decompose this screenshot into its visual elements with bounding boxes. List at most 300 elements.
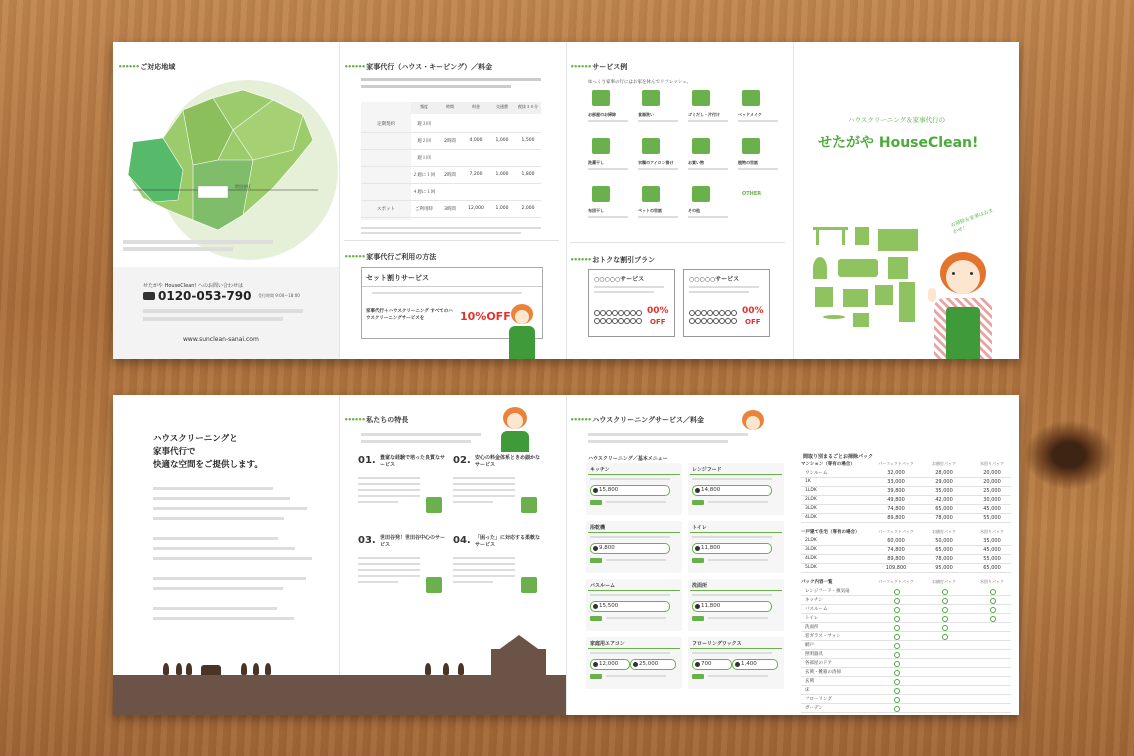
- body-text-line: [153, 507, 307, 510]
- map-note: [123, 240, 293, 251]
- service-label: ペットの世話: [638, 208, 662, 213]
- service-icon: [742, 90, 760, 106]
- pack-room: ワンルーム: [805, 471, 828, 476]
- hours: 受付時間 9:00〜18:00: [258, 293, 300, 298]
- cover-tagline: ハウスクリーニング＆家事代行の: [848, 116, 946, 124]
- menu-price: 14,800: [692, 485, 772, 496]
- brand-name: HouseClean!: [878, 135, 979, 151]
- pack-col-header: お値打パック: [932, 529, 956, 534]
- menu-option: [708, 501, 768, 503]
- phone-number[interactable]: 0120-053-790: [158, 289, 252, 303]
- feature-icon: [521, 577, 537, 593]
- service-label: 植物の世話: [738, 160, 758, 165]
- menu-option: [708, 559, 768, 561]
- mascot-girl-peek: [738, 410, 768, 445]
- service-item: [738, 138, 786, 182]
- feature-desc: [358, 563, 420, 565]
- table-cell: 1,800: [521, 172, 535, 177]
- table-header: 料金: [472, 104, 480, 109]
- service-label: 食器洗い: [638, 112, 654, 117]
- pack-price: 55,000: [983, 556, 1001, 562]
- phone-icon: [143, 292, 155, 300]
- menu-item: [688, 521, 784, 573]
- pack-price: 32,000: [887, 470, 905, 476]
- feature-item: [453, 535, 545, 611]
- included-mark: [942, 634, 948, 640]
- menu-name: 浴乾機: [590, 525, 606, 531]
- feature-number: 04.: [453, 535, 471, 546]
- pack-price: 49,800: [887, 497, 905, 503]
- pack-price: 65,000: [935, 547, 953, 553]
- wood-knot: [1024, 420, 1114, 490]
- menu-divider: [588, 532, 680, 533]
- pack-row-line: [801, 613, 1011, 614]
- included-mark: [894, 616, 900, 622]
- pack-row-line: [801, 685, 1011, 686]
- feature-desc: [453, 495, 515, 497]
- table-cell: 2,000: [521, 206, 535, 211]
- pack-title: 間取り別まるごとお掃除パック: [803, 454, 874, 460]
- service-label: 布団干し: [588, 208, 604, 213]
- table-cell: 3時間: [444, 207, 456, 212]
- service-item: [588, 138, 636, 182]
- feature-icon: [426, 497, 442, 513]
- pack-row-line: [801, 595, 1011, 596]
- contact-box: [113, 267, 339, 359]
- feature-number: 01.: [358, 455, 376, 466]
- brochure-inside: [113, 395, 1019, 715]
- option-badge: [692, 616, 704, 621]
- feature-desc: [453, 477, 515, 479]
- service-desc: [638, 216, 678, 218]
- included-mark: [894, 679, 900, 685]
- plan-desc: [594, 286, 664, 288]
- pack-room: 各部屋のドア: [805, 661, 832, 666]
- menu-option: [708, 675, 768, 677]
- table-cell: ４週に１回: [412, 190, 436, 195]
- feature-desc: [453, 563, 515, 565]
- included-mark: [894, 625, 900, 631]
- included-mark: [894, 697, 900, 703]
- feature-number: 02.: [453, 455, 471, 466]
- pack-room: レンジフード・換気扇: [805, 589, 850, 594]
- pack-price: 42,000: [935, 497, 953, 503]
- table-cell: 1,000: [495, 172, 509, 177]
- included-mark: [894, 589, 900, 595]
- table-row: [361, 116, 541, 133]
- service-icon: [742, 138, 760, 154]
- included-mark: [894, 607, 900, 613]
- contact-heading: せたがや HouseClean! へのお問い合わせは: [143, 283, 244, 289]
- option-badge: [590, 616, 602, 621]
- option-badge: [692, 558, 704, 563]
- pack-price: 30,000: [983, 497, 1001, 503]
- ground: [339, 675, 566, 715]
- service-item: [588, 186, 636, 230]
- service-desc: [688, 120, 728, 122]
- feature-item: [358, 455, 450, 531]
- menu-name: バスルーム: [590, 583, 616, 589]
- menu-divider: [588, 474, 680, 475]
- table-row: [361, 167, 541, 184]
- pack-price: 45,000: [983, 506, 1001, 512]
- fold-line: [339, 395, 340, 715]
- service-desc: [588, 168, 628, 170]
- feature-desc: [358, 477, 420, 479]
- dot-placeholder: [731, 318, 737, 324]
- menu-option: [606, 675, 666, 677]
- pack-col-header: 水回りパック: [980, 529, 1004, 534]
- included-mark: [894, 634, 900, 640]
- pack-row-line: [801, 712, 1011, 713]
- table-cell: スポット: [377, 207, 395, 212]
- menu-price-2: 25,000: [630, 659, 676, 670]
- table-cell: ご利用時: [415, 207, 433, 212]
- feature-desc: [453, 575, 515, 577]
- pack-col-header: 水回りパック: [980, 461, 1004, 466]
- plan-off-label: OFF: [745, 318, 761, 326]
- feature-icon: [426, 577, 442, 593]
- pack-room: 5LDK: [805, 565, 817, 570]
- service-item: [688, 186, 736, 230]
- discount-title: •••••• おトクな割引プラン: [570, 255, 655, 265]
- body-text-line: [153, 617, 294, 620]
- menu-name: レンジフード: [692, 467, 722, 473]
- service-desc: [688, 168, 728, 170]
- mascot-girl: [928, 252, 998, 359]
- service-desc: [638, 120, 678, 122]
- pack-room: 洗面所: [805, 625, 819, 630]
- menu-title: ハウスクリーニング／基本メニュー: [588, 456, 668, 462]
- pack-room: 3LDK: [805, 547, 817, 552]
- menu-name: フローリングワックス: [692, 641, 742, 647]
- housekeeping-title: •••••• 家事代行（ハウス・キーピング）／料金: [344, 62, 492, 72]
- pack-price: 35,000: [983, 538, 1001, 544]
- feature-desc: [358, 495, 420, 497]
- pack-room: 4LDK: [805, 556, 817, 561]
- service-desc: [588, 216, 628, 218]
- table-cell: 1,000: [495, 138, 509, 143]
- table-header: 頻度: [420, 104, 428, 109]
- pack-price: 89,800: [887, 515, 905, 521]
- pack-col-header: お値打パック: [932, 461, 956, 466]
- menu-desc: [590, 478, 670, 480]
- pack-row-line: [801, 545, 1011, 546]
- pack-room: フローリング: [805, 697, 832, 702]
- option-badge: [692, 500, 704, 505]
- table-cell: 1,500: [521, 138, 535, 143]
- menu-name: キッチン: [590, 467, 610, 473]
- pack-price: 29,000: [935, 479, 953, 485]
- pack-table-title: パック内容一覧: [801, 580, 833, 585]
- pack-table-title: 一戸建て住宅（専有の場合）: [801, 530, 860, 535]
- pack-room: 玄関: [805, 679, 814, 684]
- headline-line-3: 快適な空間をご提供します。: [153, 460, 263, 470]
- pack-row-line: [801, 649, 1011, 650]
- pack-price: 28,000: [935, 470, 953, 476]
- plan-off-value: 00%: [647, 306, 669, 316]
- feature-title: 安心の料金体系ときめ細かなサービス: [475, 455, 541, 468]
- table-row: [361, 184, 541, 201]
- body-text-line: [153, 587, 283, 590]
- body-text-line: [153, 577, 306, 580]
- pack-room: 網戸: [805, 643, 814, 648]
- feature-desc: [453, 569, 515, 571]
- feature-desc: [358, 569, 420, 571]
- pack-row-line: [801, 504, 1011, 505]
- feature-desc: [358, 581, 398, 583]
- service-icon: [692, 138, 710, 154]
- pack-room: 1LDK: [805, 488, 817, 493]
- fold-line: [793, 42, 794, 359]
- pack-row-line: [801, 513, 1011, 514]
- method-title: •••••• 家事代行ご利用の方法: [344, 252, 436, 262]
- brand-prefix: せたがや: [818, 135, 874, 151]
- service-item: [638, 186, 686, 230]
- pack-row-line: [801, 622, 1011, 623]
- house-icon: [491, 635, 546, 675]
- headline-line-1: ハウスクリーニングと: [153, 434, 238, 444]
- pack-price: 20,000: [983, 479, 1001, 485]
- service-desc: [588, 120, 628, 122]
- menu-desc: [692, 652, 772, 654]
- feature-desc: [358, 483, 420, 485]
- table-row: [361, 201, 541, 218]
- discount-plan-box: [588, 269, 675, 337]
- table-cell: ２週に１回: [412, 173, 436, 178]
- pack-row-line: [801, 486, 1011, 487]
- pack-price: 25,000: [983, 488, 1001, 494]
- pack-row-line: [801, 604, 1011, 605]
- set-discount: 10%OFF: [460, 310, 511, 323]
- service-icon: [592, 186, 610, 202]
- menu-price: 11,800: [692, 543, 772, 554]
- included-mark: [942, 589, 948, 595]
- menu-divider: [588, 590, 680, 591]
- pack-col-header: パーフェクトパック: [878, 461, 914, 466]
- menu-item: [586, 521, 682, 573]
- service-label: ベッドメイク: [738, 112, 762, 117]
- menu-divider: [690, 590, 782, 591]
- feature-icon: [521, 497, 537, 513]
- service-item: [638, 138, 686, 182]
- table-cell: 週３回: [417, 122, 431, 127]
- service-desc: [638, 168, 678, 170]
- fold-line: [566, 395, 567, 715]
- menu-item: [688, 579, 784, 631]
- service-icon: [642, 90, 660, 106]
- table-cell: 2時間: [444, 139, 456, 144]
- features-title: •••••• 私たちの特長: [344, 415, 408, 425]
- map-label: 世田谷区: [235, 184, 251, 189]
- feature-desc: [358, 557, 420, 559]
- pack-price: 60,000: [887, 538, 905, 544]
- pack-price: 65,000: [983, 565, 1001, 571]
- pack-row-line: [801, 572, 1011, 573]
- pack-price: 50,000: [935, 538, 953, 544]
- feature-title: 世田谷発！世田谷中心のサービス: [380, 535, 446, 548]
- menu-price: 9,800: [590, 543, 670, 554]
- option-badge: [590, 674, 602, 679]
- service-icon: OTHER: [742, 191, 762, 197]
- pack-col-header: お値打パック: [932, 579, 956, 584]
- pack-price: 65,000: [935, 506, 953, 512]
- pack-price: 78,000: [935, 515, 953, 521]
- inside-headline: [153, 433, 263, 472]
- cleaning-title: •••••• ハウスクリーニングサービス／料金: [570, 415, 704, 425]
- menu-item: [688, 463, 784, 515]
- service-desc: [738, 168, 778, 170]
- included-mark: [990, 616, 996, 622]
- pack-row-line: [801, 703, 1011, 704]
- table-cell: 週２回: [417, 139, 431, 144]
- pack-row-line: [801, 658, 1011, 659]
- included-mark: [990, 589, 996, 595]
- service-label: 洗濯干し: [588, 160, 604, 165]
- pack-room: 床: [805, 688, 810, 693]
- pack-price: 55,000: [983, 515, 1001, 521]
- option-badge: [590, 500, 602, 505]
- service-label: ゴミだし・片付け: [688, 112, 720, 117]
- furniture-illustration: [813, 227, 923, 332]
- set-service-title: セット割りサービス: [366, 274, 429, 282]
- feature-desc: [453, 557, 515, 559]
- pack-row-line: [801, 477, 1011, 478]
- pack-col-header: パーフェクトパック: [878, 529, 914, 534]
- menu-item: [586, 579, 682, 631]
- table-header: 交通費: [496, 104, 508, 109]
- service-item: [688, 90, 736, 134]
- service-subtitle: ゆっくり家事の行にはお家を休んでリフレッシュ。: [588, 80, 692, 85]
- dot-placeholder: [731, 310, 737, 316]
- menu-desc: [692, 536, 772, 538]
- pack-room: バスルーム: [805, 607, 828, 612]
- pack-row-line: [801, 667, 1011, 668]
- service-item: [688, 138, 736, 182]
- included-mark: [894, 661, 900, 667]
- body-text-line: [153, 497, 290, 500]
- pack-price: 35,000: [935, 488, 953, 494]
- menu-price: 700: [692, 659, 732, 670]
- pack-room: ガーデン: [805, 706, 823, 711]
- dot-placeholder: [636, 318, 642, 324]
- pack-room: 1K: [805, 479, 811, 484]
- service-icon: [592, 90, 610, 106]
- included-mark: [894, 598, 900, 604]
- pack-row-line: [801, 495, 1011, 496]
- mascot-girl-thumb: [495, 407, 535, 452]
- menu-price: 12,000: [590, 659, 630, 670]
- feature-item: [453, 455, 545, 531]
- table-row: [361, 133, 541, 150]
- pack-room: トイレ: [805, 616, 819, 621]
- fold-line: [566, 42, 567, 359]
- area-map: [123, 80, 328, 260]
- menu-item: [688, 637, 784, 689]
- cover-brand: [818, 132, 978, 152]
- service-icon: [642, 138, 660, 154]
- included-mark: [990, 598, 996, 604]
- ground: [113, 675, 339, 715]
- feature-desc: [358, 489, 420, 491]
- area-title: •••••• ご対応地域: [118, 62, 175, 72]
- body-text-line: [153, 557, 312, 560]
- body-text-line: [153, 537, 278, 540]
- dot-placeholder: [636, 310, 642, 316]
- service-item: [588, 90, 636, 134]
- table-row: [361, 150, 541, 167]
- feature-number: 03.: [358, 535, 376, 546]
- pack-row-line: [801, 563, 1011, 564]
- included-mark: [894, 670, 900, 676]
- service-label: お買い物: [688, 160, 704, 165]
- pack-room: 4LDK: [805, 515, 817, 520]
- menu-price: 15,500: [590, 601, 670, 612]
- pack-price: 39,800: [887, 488, 905, 494]
- table-cell: 12,000: [468, 206, 484, 211]
- pack-row-line: [801, 554, 1011, 555]
- service-icon: [692, 90, 710, 106]
- menu-item: [586, 637, 682, 689]
- menu-name: 家庭用エアコン: [590, 641, 625, 647]
- menu-divider: [690, 648, 782, 649]
- pack-price: 45,000: [983, 547, 1001, 553]
- pack-room: 玄関・靴箱の清掃: [805, 670, 841, 675]
- service-example-title: •••••• サービス例: [570, 62, 627, 72]
- pack-room: 照明器具: [805, 652, 823, 657]
- menu-divider: [690, 474, 782, 475]
- pack-price: 95,000: [935, 565, 953, 571]
- plan-desc: [689, 291, 749, 293]
- pack-room: 3LDK: [805, 506, 817, 511]
- pack-col-header: 水回りパック: [980, 579, 1004, 584]
- service-item: [738, 90, 786, 134]
- service-label: 衣類のアイロン掛け: [638, 160, 674, 165]
- feature-title: 「困った」に対応する柔軟なサービス: [475, 535, 541, 548]
- service-item: [638, 90, 686, 134]
- menu-item: [586, 463, 682, 515]
- feature-title: 豊富な経験で培った良質なサービス: [380, 455, 446, 468]
- menu-option: [606, 559, 666, 561]
- menu-name: 洗面所: [692, 583, 708, 589]
- pack-row-line: [801, 640, 1011, 641]
- plan-desc: [689, 286, 759, 288]
- menu-desc: [590, 536, 670, 538]
- speech-bubble: お掃除＆家事はおまかせ！: [949, 207, 995, 236]
- pack-price: 20,000: [983, 470, 1001, 476]
- website-link[interactable]: www.sunclean-sanai.com: [183, 336, 259, 343]
- table-header: 時間: [446, 104, 454, 109]
- mascot-girl-small: [503, 304, 541, 359]
- plan-name: ○○○○○サービス: [689, 276, 740, 283]
- included-mark: [894, 652, 900, 658]
- service-item: [738, 186, 786, 230]
- included-mark: [894, 643, 900, 649]
- service-icon: [692, 186, 710, 202]
- plan-off-value: 00%: [742, 306, 764, 316]
- service-icon: [642, 186, 660, 202]
- feature-desc: [358, 575, 420, 577]
- pack-room: キッチン: [805, 598, 823, 603]
- pack-price: 89,800: [887, 556, 905, 562]
- menu-desc: [590, 652, 670, 654]
- menu-price: 11,800: [692, 601, 772, 612]
- set-service-text: 家事代行＋ハウスクリーニング すべてのハウスクリーニングサービスを: [366, 309, 453, 321]
- menu-option: [606, 501, 666, 503]
- car-icon: [201, 665, 221, 675]
- pack-row-line: [801, 522, 1011, 523]
- table-cell: 7,200: [469, 172, 483, 177]
